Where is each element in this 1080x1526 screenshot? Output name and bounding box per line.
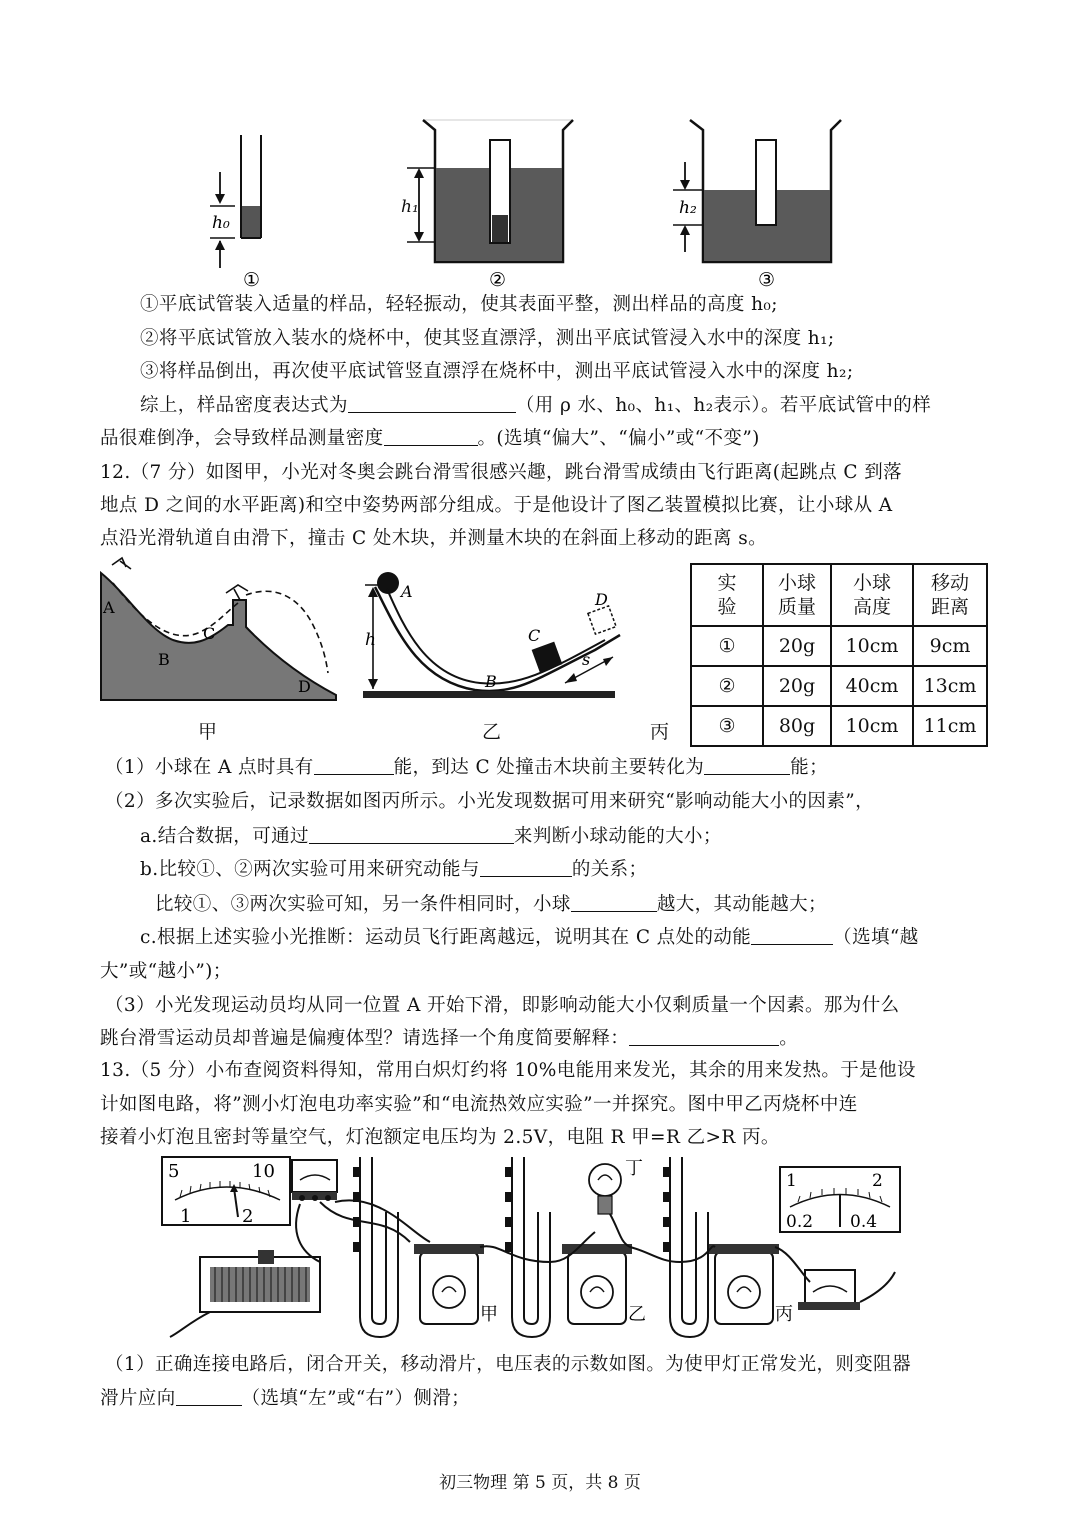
- q12-intro-1: 12.（7 分）如图甲，小光对冬奥会跳台滑雪很感兴趣，跳台滑雪成绩由飞行距离(起跳点 C 到落: [100, 462, 903, 483]
- table-cell: 40cm: [831, 666, 913, 706]
- q12-intro-3: 点沿光滑轨道自由滑下，撞击 C 处木块，并测量木块的在斜面上移动的距离 s。: [100, 528, 767, 549]
- table-cell: 80g: [763, 706, 831, 746]
- answer-blank-density-expr[interactable]: [348, 394, 516, 413]
- fig-beaker-3: [673, 120, 841, 290]
- fig-bing-table: [690, 563, 988, 747]
- table-header: 小球 高度: [831, 564, 913, 626]
- q12-pc-b: （选填“越: [833, 927, 919, 948]
- table-cell: ③: [691, 706, 763, 746]
- beaker-label-jia: 甲: [480, 1304, 498, 1325]
- q11-step1: ①平底试管装入适量的样品，轻轻振动，使其表面平整，测出样品的高度 h₀;: [140, 294, 778, 315]
- rheostat: [200, 1250, 320, 1312]
- table-cell: 10cm: [831, 626, 913, 666]
- answer-blank-slide-direction[interactable]: [176, 1387, 242, 1406]
- answer-blank-energy-a[interactable]: [314, 756, 394, 775]
- q13-p1c: （选填“左”或“右”）侧滑；: [241, 1388, 471, 1409]
- fig-bing-caption: 丙: [650, 721, 670, 743]
- q13-intro-3: 接着小灯泡且密封等量空气，灯泡额定电压均为 2.5V，电阻 R 甲=R 乙>R 丙。: [100, 1127, 780, 1148]
- q12-p1c: 能；: [790, 757, 829, 778]
- answer-blank-energy-c[interactable]: [704, 756, 790, 775]
- label-h0: h₀: [212, 213, 230, 233]
- jia-label-C: C: [203, 624, 216, 643]
- fig-jia-caption: 甲: [198, 721, 218, 743]
- yi-label-s: s: [582, 650, 591, 669]
- table-row: [691, 626, 987, 666]
- q12-pa-a: a.结合数据，可通过: [140, 826, 309, 847]
- volt-top-1: 5: [168, 1161, 180, 1182]
- q12-part-b2: [155, 893, 827, 917]
- q11-summary-line1: [140, 394, 931, 418]
- amp-bot-2: 0.4: [850, 1212, 878, 1232]
- answer-blank-kinetic[interactable]: [751, 926, 833, 945]
- q13-part1-line2: [100, 1387, 470, 1411]
- table-cell: ①: [691, 626, 763, 666]
- fig-test-tubes: [195, 110, 855, 290]
- q12-p3b: 跳台滑雪运动员却普遍是偏瘦体型？请选择一个角度简要解释：: [100, 1028, 630, 1049]
- q12-p1a: （1）小球在 A 点时具有: [105, 757, 314, 778]
- fig-label-2: ②: [489, 269, 507, 290]
- table-header: 小球 质量: [763, 564, 831, 626]
- fig-circuit: [150, 1152, 910, 1342]
- label-h1: h₁: [401, 197, 419, 217]
- yi-label-B: B: [485, 672, 497, 691]
- q11-summary-d: 。(选填“偏大”、“偏小”或“不变”): [477, 428, 760, 449]
- table-cell: 20g: [763, 626, 831, 666]
- q11-step2: ②将平底试管放入装水的烧杯中，使其竖直漂浮，测出平底试管浸入水中的深度 h₁;: [140, 328, 835, 349]
- answer-blank-judge[interactable]: [309, 825, 514, 844]
- q12-part1: [105, 756, 828, 780]
- q11-summary-c: 品很难倒净，会导致样品测量密度: [100, 428, 384, 449]
- fig-ramp: [355, 565, 645, 710]
- fig-yi-caption: 乙: [482, 721, 502, 743]
- jia-label-A: A: [103, 598, 115, 617]
- table-row: [691, 666, 987, 706]
- voltmeter-body: [292, 1160, 337, 1201]
- table-header: 移动 距离: [913, 564, 987, 626]
- ammeter-body: [798, 1270, 860, 1310]
- fig-tube-1: [210, 135, 261, 290]
- volt-bot-1: 1: [180, 1206, 192, 1227]
- q12-part3-line2: [100, 1027, 798, 1051]
- ammeter-dial: [780, 1167, 900, 1232]
- q12-pb-a: b.比较①、②两次实验可用来研究动能与: [140, 859, 480, 880]
- q12-part-c: [140, 926, 919, 950]
- beaker-label-bing: 丙: [775, 1304, 793, 1325]
- beaker-yi: [562, 1244, 632, 1324]
- q12-intro-2: 地点 D 之间的水平距离)和空中姿势两部分组成。于是他设计了图乙装置模拟比赛，让小球从 A: [100, 495, 893, 516]
- fig-label-1: ①: [243, 269, 261, 290]
- q12-pb2-a: 比较①、③两次实验可知，另一条件相同时，小球: [155, 894, 571, 915]
- table-row: [691, 706, 987, 746]
- q12-part2: （2）多次实验后，记录数据如图丙所示。小光发现数据可用来研究“影响动能大小的因素”，: [105, 791, 874, 812]
- table-cell: 20g: [763, 666, 831, 706]
- label-h2: h₂: [679, 198, 697, 218]
- q12-part-c2: 大”或“越小”)；: [100, 961, 232, 982]
- jia-label-B: B: [158, 650, 170, 669]
- lamp-ding: [589, 1164, 621, 1214]
- amp-top-2: 2: [872, 1171, 883, 1191]
- table-cell: ②: [691, 666, 763, 706]
- yi-label-h: h: [365, 630, 376, 650]
- q11-summary-a: 综上，样品密度表达式为: [140, 395, 348, 416]
- fig-beaker-2: [401, 120, 573, 290]
- answer-blank-factor[interactable]: [571, 893, 657, 912]
- yi-label-C: C: [528, 626, 541, 645]
- q12-pb2-b: 越大，其动能越大；: [656, 894, 827, 915]
- u-tube-jia: [360, 1157, 398, 1337]
- amp-top-1: 1: [786, 1171, 797, 1191]
- q13-intro-1: 13.（5 分）小布查阅资料得知，常用白炽灯约将 10%电能用来发光，其余的用来发热。于是他设: [100, 1060, 916, 1081]
- beaker-jia: [414, 1244, 484, 1324]
- yi-label-D: D: [595, 590, 608, 609]
- q11-step3: ③将样品倒出，再次使平底试管竖直漂浮在烧杯中，测出平底试管浸入水中的深度 h₂;: [140, 361, 854, 382]
- volt-top-2: 10: [252, 1161, 275, 1182]
- u-tube-yi: [512, 1157, 550, 1337]
- table-cell: 10cm: [831, 706, 913, 746]
- page-footer: 初三物理 第 5 页，共 8 页: [439, 1473, 641, 1493]
- q12-p1b: 能，到达 C 处撞击木块前主要转化为: [393, 757, 705, 778]
- volt-bot-2: 2: [242, 1206, 254, 1227]
- q12-pb-b: 的关系；: [571, 859, 648, 880]
- lamp-label-ding: 丁: [625, 1158, 643, 1179]
- table-cell: 9cm: [913, 626, 987, 666]
- q12-p3c: 。: [779, 1028, 799, 1049]
- q12-pa-b: 来判断小球动能的大小；: [513, 826, 722, 847]
- answer-blank-density-effect[interactable]: [384, 427, 478, 446]
- q13-part1-line1: （1）正确连接电路后，闭合开关，移动滑片，电压表的示数如图。为使甲灯正常发光，则变阻器: [105, 1354, 911, 1375]
- q12-part-b: [140, 858, 647, 882]
- answer-blank-explain[interactable]: [629, 1027, 779, 1046]
- jia-label-D: D: [298, 677, 311, 696]
- table-header: 实 验: [691, 564, 763, 626]
- q12-pc-a: c.根据上述实验小光推断：运动员飞行距离越远，说明其在 C 点处的动能: [140, 927, 752, 948]
- q12-part3-line1: （3）小光发现运动员均从同一位置 A 开始下滑，即影响动能大小仅剩质量一个因素。那为什么: [105, 995, 900, 1016]
- q11-summary-b: （用 ρ 水、h₀、h₁、h₂表示）。若平底试管中的样: [515, 395, 932, 416]
- fig-label-3: ③: [758, 269, 776, 290]
- q13-intro-2: 计如图电路，将”测小灯泡电功率实验”和“电流热效应实验”一并探究。图中甲乙丙烧杯中连: [100, 1094, 858, 1115]
- beaker-label-yi: 乙: [628, 1304, 646, 1325]
- beaker-bing: [709, 1244, 779, 1324]
- fig-ski-jump: [98, 555, 340, 705]
- amp-bot-1: 0.2: [786, 1212, 814, 1232]
- answer-blank-relation[interactable]: [480, 858, 572, 877]
- table-cell: 13cm: [913, 666, 987, 706]
- yi-label-A: A: [401, 582, 413, 601]
- q11-summary-line2: [100, 427, 760, 451]
- voltmeter-dial: [162, 1157, 290, 1227]
- q12-part-a: [140, 825, 722, 849]
- q13-p1b: 滑片应向: [100, 1388, 176, 1409]
- table-cell: 11cm: [913, 706, 987, 746]
- table-header-row: [691, 564, 987, 626]
- u-tube-bing: [670, 1157, 708, 1337]
